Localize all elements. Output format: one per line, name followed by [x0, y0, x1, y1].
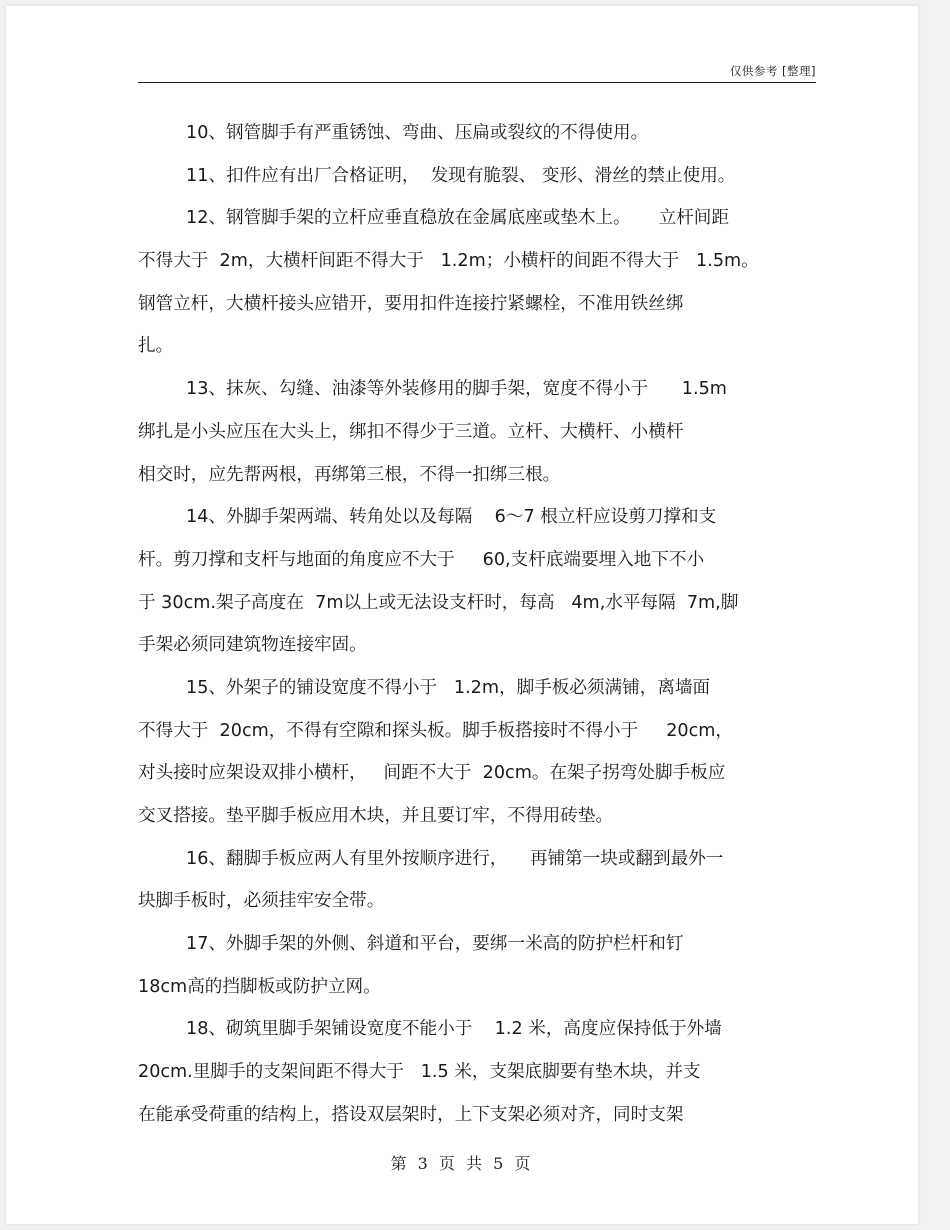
text-line: 块脚手板时，必须挂牢安全带。: [138, 891, 385, 912]
text-line: 18cm高的挡脚板或防护立网。: [138, 976, 381, 997]
text-line: 12、钢管脚手架的立杆应垂直稳放在金属底座或垫木上。 立杆间距: [186, 208, 729, 229]
page-header: [138, 58, 816, 83]
paragraph-16: [138, 838, 818, 923]
text-line: 相交时，应先帮两根，再绑第三根，不得一扣绑三根。: [138, 464, 561, 485]
paragraph-12: [138, 197, 818, 368]
text-line: 16、翻脚手板应两人有里外按顺序进行， 再铺第一块或翻到最外一: [186, 848, 724, 869]
text-line: 15、外架子的铺设宽度不得小于 1.2m，脚手板必须满铺，离墙面: [186, 677, 711, 698]
text-line: 对头接时应架设双排小横杆， 间距不大于 20cm。在架子拐弯处脚手板应: [138, 763, 726, 784]
paragraph-13: [138, 368, 818, 496]
text-line: 于 30cm.架子高度在 7m以上或无法设支杆时，每高 4m,水平每隔 7m,脚: [138, 592, 739, 613]
paragraph-11: [138, 155, 818, 198]
text-line: 不得大于 20cm，不得有空隙和探头板。脚手板搭接时不得小于 20cm，: [138, 720, 733, 741]
paragraph-17: [138, 923, 818, 1008]
text-line: 14、外脚手架两端、转角处以及每隔 6～7 根立杆应设剪刀撑和支: [186, 507, 717, 528]
text-line: 绑扎是小头应压在大头上，绑扣不得少于三道。立杆、大横杆、小横杆: [138, 421, 684, 442]
text-line: 20cm.里脚手的支架间距不得大于 1.5 米，支架底脚要有垫木块，并支: [138, 1062, 701, 1083]
text-line: 手架必须同建筑物连接牢固。: [138, 635, 367, 656]
paragraph-15: [138, 667, 818, 838]
text-line: 13、抹灰、勾缝、油漆等外装修用的脚手架，宽度不得小于 1.5m: [186, 379, 727, 400]
text-line: 交叉搭接。垫平脚手板应用木块，并且要订牢，不得用砖垫。: [138, 806, 614, 826]
text-line: 18、砌筑里脚手架铺设宽度不能小于 1.2 米，高度应保持低于外墙: [186, 1019, 722, 1040]
text-line: 扎。: [138, 336, 174, 357]
text-line: 杆。剪刀撑和支杆与地面的角度应不大于 60,支杆底端要埋入地下不小: [138, 549, 705, 570]
text-line: 17、外脚手架的外侧、斜道和平台，要绑一米高的防护栏杆和钉: [186, 934, 684, 955]
page-number-footer: 第 3 页 共 5 页: [390, 1154, 534, 1173]
text-line: 11、扣件应有出厂合格证明， 发现有脆裂、 变形、滑丝的禁止使用。: [186, 165, 736, 186]
paragraph-10: [138, 112, 818, 155]
header-note: 仅供参考 [整理]: [729, 64, 816, 78]
document-page: [6, 6, 918, 1224]
text-line: 不得大于 2m，大横杆间距不得大于 1.2m；小横杆的间距不得大于 1.5m。: [138, 251, 759, 272]
text-line: 钢管立杆，大横杆接头应错开，要用扣件连接拧紧螺栓，不准用铁丝绑: [138, 293, 684, 314]
text-line: 在能承受荷重的结构上，搭设双层架时，上下支架必须对齐，同时支架: [138, 1104, 684, 1125]
text-line: 10、钢管脚手有严重锈蚀、弯曲、压扁或裂纹的不得使用。: [186, 123, 649, 143]
paragraph-18: [138, 1008, 818, 1136]
document-body: [138, 112, 818, 1137]
paragraph-14: [138, 496, 818, 667]
